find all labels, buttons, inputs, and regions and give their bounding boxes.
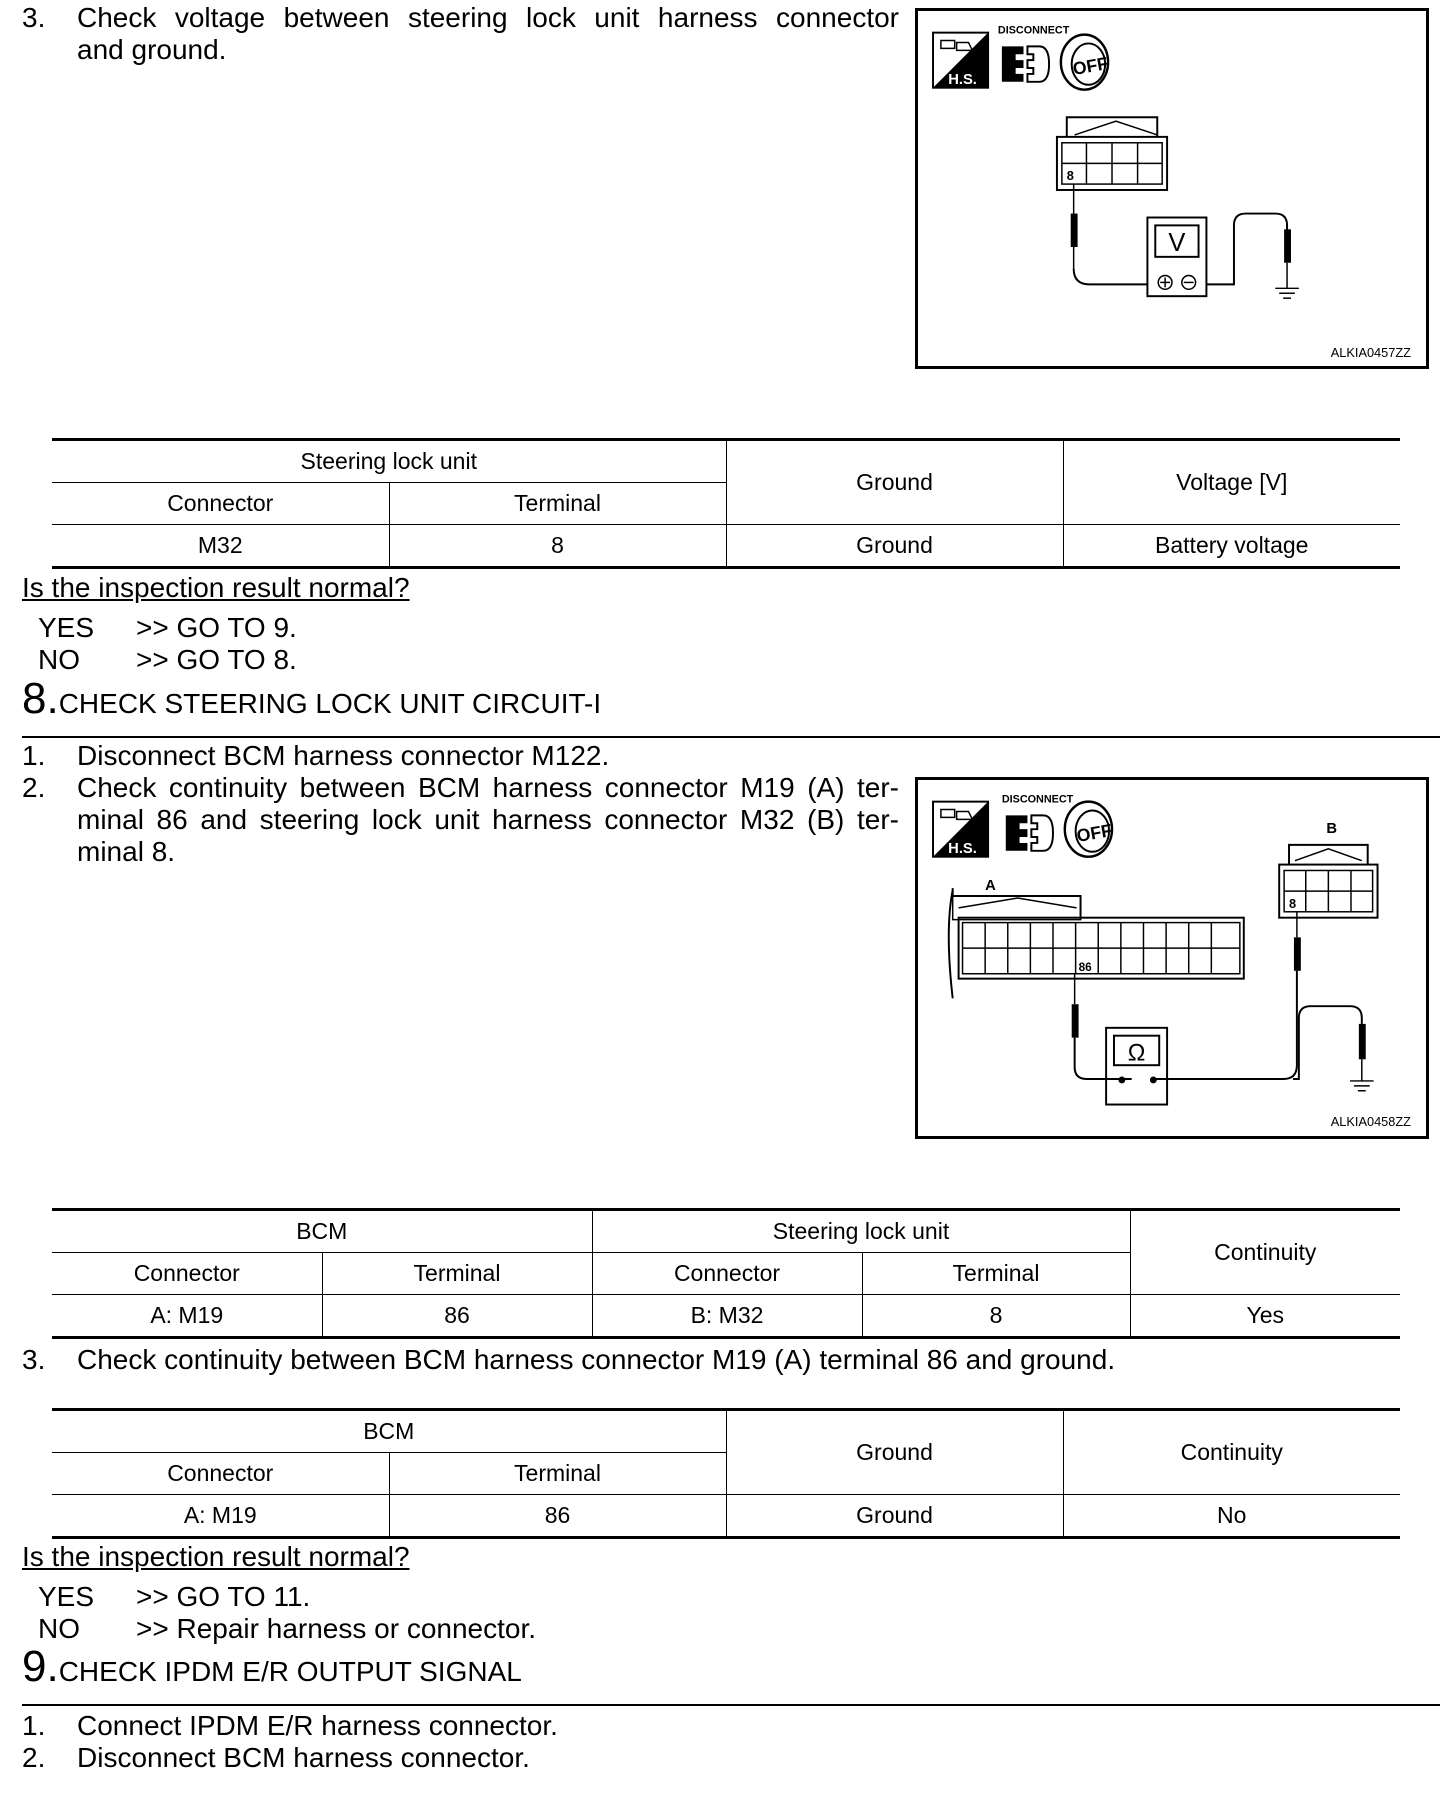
- section-title: CHECK IPDM E/R OUTPUT SIGNAL: [58, 1656, 522, 1687]
- figure-code: ALKIA0458ZZ: [1330, 1114, 1411, 1130]
- cell-slu-connector: B: M32: [592, 1295, 862, 1338]
- probe-a: [1072, 974, 1132, 1079]
- figure-code: ALKIA0457ZZ: [1330, 345, 1411, 361]
- step-number: 2.: [22, 1742, 46, 1773]
- answer-no-label: NO: [38, 644, 80, 675]
- answer-yes-action: >> GO TO 9.: [136, 612, 297, 643]
- hs-label: H.S.: [948, 71, 977, 88]
- header-terminal: Terminal: [389, 1453, 726, 1495]
- probe-b: [1153, 912, 1301, 1079]
- header-ground: Ground: [726, 1410, 1063, 1495]
- header-voltage: Voltage [V]: [1063, 440, 1400, 525]
- continuity-check-svg: [918, 780, 1426, 1136]
- positive-probe: [1071, 184, 1149, 284]
- ground-symbol: [1350, 1081, 1374, 1091]
- step-text-line: Check voltage between steering lock unit harness connector: [77, 2, 899, 33]
- header-bcm: BCM: [52, 1410, 726, 1453]
- steering-lock-connector-b: [1279, 845, 1377, 918]
- ground-continuity-table: [52, 1408, 1400, 1539]
- cell-connector: M32: [52, 525, 389, 568]
- step-text-line: Disconnect BCM harness connector.: [77, 1742, 530, 1773]
- ignition-off-icon: [1061, 35, 1110, 90]
- step-text-line: Connect IPDM E/R harness connector.: [77, 1710, 558, 1741]
- hs-label: H.S.: [948, 840, 977, 857]
- step-text-line: Check continuity between BCM harness connector M19 (A) terminal 86 and ground.: [77, 1344, 1116, 1375]
- answer-no-label: NO: [38, 1613, 80, 1644]
- ground-lead: [1293, 1006, 1366, 1081]
- step-text-line: minal 86 and steering lock unit harness connector M32 (B) ter-: [77, 804, 899, 835]
- answer-yes-action: >> GO TO 11.: [136, 1581, 311, 1612]
- ignition-off-icon: [1065, 802, 1114, 857]
- terminal-8-label: 8: [1289, 895, 1297, 911]
- cell-slu-terminal: 8: [862, 1295, 1130, 1338]
- connector-a-label: A: [985, 878, 996, 895]
- header-connector: Connector: [592, 1253, 862, 1295]
- step-number: 1.: [22, 1710, 46, 1741]
- header-steering-lock-unit: Steering lock unit: [52, 440, 726, 483]
- harness-connector: [1057, 117, 1167, 190]
- cell-bcm-connector: A: M19: [52, 1295, 322, 1338]
- cell-continuity: No: [1063, 1495, 1400, 1538]
- voltmeter-symbol: V: [1168, 228, 1186, 257]
- negative-probe: [1206, 214, 1291, 289]
- cell-connector: A: M19: [52, 1495, 389, 1538]
- header-connector: Connector: [52, 1453, 389, 1495]
- off-label: OFF: [1071, 53, 1110, 79]
- answer-no-action: >> GO TO 8.: [136, 644, 297, 675]
- cell-continuity: Yes: [1130, 1295, 1400, 1338]
- cell-ground: Ground: [726, 525, 1063, 568]
- bcm-connector-a: [949, 888, 1244, 998]
- answer-yes-label: YES: [38, 612, 95, 643]
- section-9-heading: [22, 1642, 522, 1692]
- ohmmeter: [1106, 1028, 1167, 1105]
- ground-symbol: [1275, 288, 1299, 298]
- connector-b-label: B: [1326, 821, 1338, 838]
- continuity-check-diagram: [915, 777, 1429, 1139]
- header-ground: Ground: [726, 440, 1063, 525]
- step-number: 3.: [22, 2, 46, 33]
- section-divider: [22, 1704, 1440, 1706]
- voltage-check-svg: [918, 11, 1426, 366]
- step-number: 2.: [22, 772, 46, 803]
- section-divider: [22, 736, 1440, 738]
- voltage-check-diagram: [915, 8, 1429, 369]
- answer-no-action: >> Repair harness or connector.: [136, 1613, 537, 1644]
- step-number: 3.: [22, 1344, 46, 1375]
- voltage-spec-table: [52, 438, 1400, 569]
- header-connector: Connector: [52, 1253, 322, 1295]
- disconnect-label: DISCONNECT: [1001, 793, 1074, 806]
- step-text-line: minal 8.: [77, 836, 176, 867]
- answer-yes-label: YES: [38, 1581, 95, 1612]
- disconnect-connector-icon: [1006, 815, 1053, 850]
- section-title: CHECK STEERING LOCK UNIT CIRCUIT-I: [58, 688, 602, 719]
- inspection-question: Is the inspection result normal?: [22, 1541, 410, 1572]
- terminal-8-label: 8: [1066, 168, 1074, 184]
- cell-terminal: 8: [389, 525, 726, 568]
- step-text-line: Check continuity between BCM harness connector M19 (A) ter-: [77, 772, 899, 803]
- cell-terminal: 86: [389, 1495, 726, 1538]
- cell-voltage: Battery voltage: [1063, 525, 1400, 568]
- header-continuity: Continuity: [1063, 1410, 1400, 1495]
- header-bcm: BCM: [52, 1210, 592, 1253]
- off-label: OFF: [1075, 820, 1114, 846]
- header-continuity: Continuity: [1130, 1210, 1400, 1295]
- step-text-line: and ground.: [77, 34, 227, 65]
- inspection-question: Is the inspection result normal?: [22, 572, 410, 603]
- section-number: 8.: [22, 674, 59, 723]
- ohmmeter-symbol: Ω: [1127, 1040, 1146, 1067]
- hs-icon: [933, 802, 988, 857]
- cell-bcm-terminal: 86: [322, 1295, 592, 1338]
- header-steering-lock-unit: Steering lock unit: [592, 1210, 1130, 1253]
- header-connector: Connector: [52, 483, 389, 525]
- continuity-spec-table: [52, 1208, 1400, 1339]
- disconnect-label: DISCONNECT: [997, 24, 1070, 37]
- step-text-line: Disconnect BCM harness connector M122.: [77, 740, 610, 771]
- terminal-86-label: 86: [1078, 959, 1092, 974]
- section-8-heading: [22, 674, 601, 724]
- cell-ground: Ground: [726, 1495, 1063, 1538]
- header-terminal: Terminal: [862, 1253, 1130, 1295]
- hs-icon: [933, 33, 988, 88]
- header-terminal: Terminal: [389, 483, 726, 525]
- disconnect-connector-icon: [1002, 46, 1049, 81]
- header-terminal: Terminal: [322, 1253, 592, 1295]
- step-number: 1.: [22, 740, 46, 771]
- section-number: 9.: [22, 1642, 59, 1691]
- voltmeter: [1147, 218, 1206, 297]
